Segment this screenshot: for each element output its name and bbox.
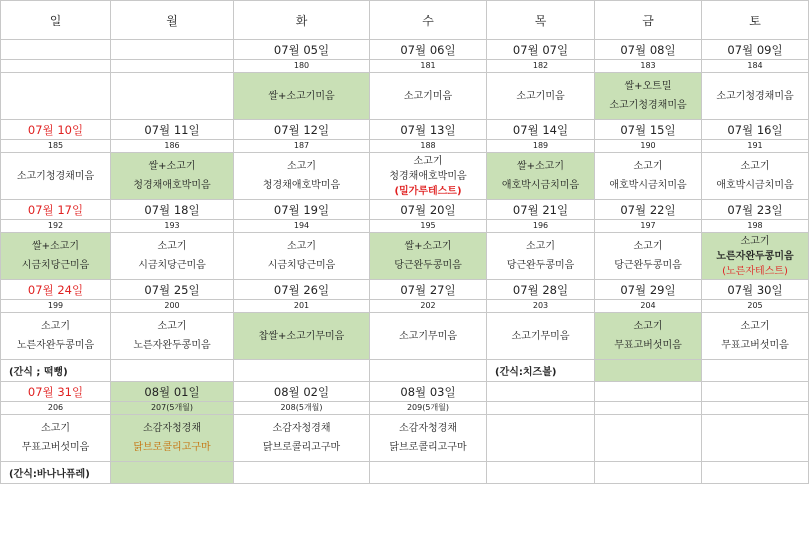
- snack-note: [111, 360, 234, 382]
- date-row: [1, 280, 809, 300]
- meal-cell: 쌀+오트밀 소고기청경채미음: [595, 73, 702, 120]
- date-cell: 07월 08일: [595, 40, 702, 60]
- meal-cell: 소고기 시금치당근미음: [111, 233, 234, 280]
- meal-cell: 찹쌀+소고기무미음: [234, 313, 370, 360]
- day-number: 199: [1, 300, 111, 313]
- meal-cell: 소고기 당근완두콩미음: [487, 233, 595, 280]
- day-number: 190: [595, 140, 702, 153]
- weekday-sun: 일: [1, 1, 111, 40]
- meal-cell: 소고기미음: [370, 73, 487, 120]
- date-cell: 07월 28일: [487, 280, 595, 300]
- date-cell: 07월 22일: [595, 200, 702, 220]
- snack-note: [234, 360, 370, 382]
- meal-row: [1, 153, 809, 200]
- date-row: [1, 40, 809, 60]
- day-number: 180: [234, 60, 370, 73]
- date-cell: 07월 15일: [595, 120, 702, 140]
- meal-cell: 소고기 시금치당근미음: [234, 233, 370, 280]
- day-number: 186: [111, 140, 234, 153]
- snack-note: [702, 462, 809, 484]
- date-row: [1, 200, 809, 220]
- date-cell: 07월 10일: [1, 120, 111, 140]
- day-number: 189: [487, 140, 595, 153]
- day-number: 207(5개월): [111, 402, 234, 415]
- snack-note: [702, 360, 809, 382]
- day-number-row: [1, 220, 809, 233]
- snack-note: (간식:바나나퓨레): [1, 462, 111, 484]
- snack-note: (간식 ; 떡뻥): [1, 360, 111, 382]
- date-cell: 07월 18일: [111, 200, 234, 220]
- snack-note: [234, 462, 370, 484]
- date-cell: 07월 26일: [234, 280, 370, 300]
- date-cell: [595, 382, 702, 402]
- meal-cell: [702, 415, 809, 462]
- day-number: 200: [111, 300, 234, 313]
- meal-cell: 소감자청경채 닭브로콜리고구마: [370, 415, 487, 462]
- day-number: 188: [370, 140, 487, 153]
- meal-cell: [1, 73, 111, 120]
- date-cell: 07월 07일: [487, 40, 595, 60]
- day-number-row: [1, 140, 809, 153]
- meal-cell: 쌀+소고기 청경채애호박미음: [111, 153, 234, 200]
- date-cell: [111, 40, 234, 60]
- day-number: 195: [370, 220, 487, 233]
- meal-row: [1, 233, 809, 280]
- snack-note: [370, 462, 487, 484]
- meal-cell: 소고기무미음: [370, 313, 487, 360]
- date-cell: 07월 21일: [487, 200, 595, 220]
- date-cell: 07월 24일: [1, 280, 111, 300]
- meal-cell: 소고기미음: [487, 73, 595, 120]
- meal-row: [1, 313, 809, 360]
- snack-note: (간식:치즈볼): [487, 360, 595, 382]
- meal-cell: [487, 415, 595, 462]
- date-cell: 07월 11일: [111, 120, 234, 140]
- date-cell: [487, 382, 595, 402]
- day-number: 202: [370, 300, 487, 313]
- date-cell: 07월 25일: [111, 280, 234, 300]
- date-cell: 07월 27일: [370, 280, 487, 300]
- snack-note: [487, 462, 595, 484]
- day-number: [702, 402, 809, 415]
- day-number-row: [1, 300, 809, 313]
- meal-cell: 쌀+소고기 애호박시금치미음: [487, 153, 595, 200]
- snack-note: [111, 462, 234, 484]
- meal-cell: 소고기 당근완두콩미음: [595, 233, 702, 280]
- snack-note: [595, 360, 702, 382]
- meal-cell: [111, 73, 234, 120]
- date-cell: 08월 01일: [111, 382, 234, 402]
- test-note: (밀가루테스트): [394, 185, 462, 197]
- day-number-row: [1, 60, 809, 73]
- weekday-thu: 목: [487, 1, 595, 40]
- snack-note: [595, 462, 702, 484]
- snack-note-row: [1, 360, 809, 382]
- date-cell: 07월 09일: [702, 40, 809, 60]
- meal-cell: 소고기청경채미음: [702, 73, 809, 120]
- day-number: [1, 60, 111, 73]
- snack-note-row: [1, 462, 809, 484]
- day-number: [487, 402, 595, 415]
- meal-cell: 쌀+소고기 시금치당근미음: [1, 233, 111, 280]
- test-note: (노른자테스트): [722, 265, 788, 277]
- weekday-sat: 토: [702, 1, 809, 40]
- date-cell: 07월 29일: [595, 280, 702, 300]
- day-number: 203: [487, 300, 595, 313]
- weekday-header-row: [1, 1, 809, 40]
- day-number: 201: [234, 300, 370, 313]
- date-cell: 07월 05일: [234, 40, 370, 60]
- date-cell: 07월 23일: [702, 200, 809, 220]
- weekday-mon: 월: [111, 1, 234, 40]
- day-number: 206: [1, 402, 111, 415]
- day-number: 193: [111, 220, 234, 233]
- meal-cell: 소고기 애호박시금치미음: [595, 153, 702, 200]
- date-cell: 07월 06일: [370, 40, 487, 60]
- day-number: 185: [1, 140, 111, 153]
- meal-cell: 소고기 무표고버섯미음: [702, 313, 809, 360]
- day-number: 184: [702, 60, 809, 73]
- meal-cell: 소고기무미음: [487, 313, 595, 360]
- day-number: 209(5개월): [370, 402, 487, 415]
- day-number: 191: [702, 140, 809, 153]
- date-cell: 07월 16일: [702, 120, 809, 140]
- weekday-tue: 화: [234, 1, 370, 40]
- meal-row: [1, 73, 809, 120]
- date-cell: 08월 03일: [370, 382, 487, 402]
- meal-cell: 소고기 노른자완두콩미음 (노른자테스트): [702, 233, 809, 280]
- day-number: 197: [595, 220, 702, 233]
- date-cell: 07월 20일: [370, 200, 487, 220]
- meal-cell: 소감자청경채 닭브로콜리고구마: [111, 415, 234, 462]
- date-row: [1, 120, 809, 140]
- day-number: 187: [234, 140, 370, 153]
- date-cell: [1, 40, 111, 60]
- date-cell: [702, 382, 809, 402]
- day-number: 182: [487, 60, 595, 73]
- day-number: 208(5개월): [234, 402, 370, 415]
- day-number: 192: [1, 220, 111, 233]
- meal-cell: 소감자청경채 닭브로콜리고구마: [234, 415, 370, 462]
- date-cell: 07월 13일: [370, 120, 487, 140]
- day-number: [111, 60, 234, 73]
- meal-cell: 소고기 청경채애호박미음 (밀가루테스트): [370, 153, 487, 200]
- date-row: [1, 382, 809, 402]
- meal-cell: 소고기 애호박시금치미음: [702, 153, 809, 200]
- date-cell: 07월 12일: [234, 120, 370, 140]
- day-number: 204: [595, 300, 702, 313]
- date-cell: 07월 19일: [234, 200, 370, 220]
- date-cell: 07월 14일: [487, 120, 595, 140]
- meal-cell: 소고기 청경채애호박미음: [234, 153, 370, 200]
- meal-cell: 소고기 무표고버섯미음: [595, 313, 702, 360]
- date-cell: 07월 30일: [702, 280, 809, 300]
- date-cell: 07월 31일: [1, 382, 111, 402]
- meal-cell: 소고기 무표고버섯미음: [1, 415, 111, 462]
- meal-cell: 쌀+소고기 당근완두콩미음: [370, 233, 487, 280]
- day-number: 205: [702, 300, 809, 313]
- meal-cell: 쌀+소고기미음: [234, 73, 370, 120]
- meal-cell: 소고기청경채미음: [1, 153, 111, 200]
- day-number: 198: [702, 220, 809, 233]
- date-cell: 07월 17일: [1, 200, 111, 220]
- date-cell: 08월 02일: [234, 382, 370, 402]
- meal-cell: [595, 415, 702, 462]
- day-number: 181: [370, 60, 487, 73]
- meal-cell: 소고기 노른자완두콩미음: [1, 313, 111, 360]
- weekday-wed: 수: [370, 1, 487, 40]
- meal-cell: 소고기 노른자완두콩미음: [111, 313, 234, 360]
- weekday-fri: 금: [595, 1, 702, 40]
- day-number: [595, 402, 702, 415]
- day-number-row: [1, 402, 809, 415]
- day-number: 183: [595, 60, 702, 73]
- day-number: 196: [487, 220, 595, 233]
- day-number: 194: [234, 220, 370, 233]
- meal-row: [1, 415, 809, 462]
- snack-note: [370, 360, 487, 382]
